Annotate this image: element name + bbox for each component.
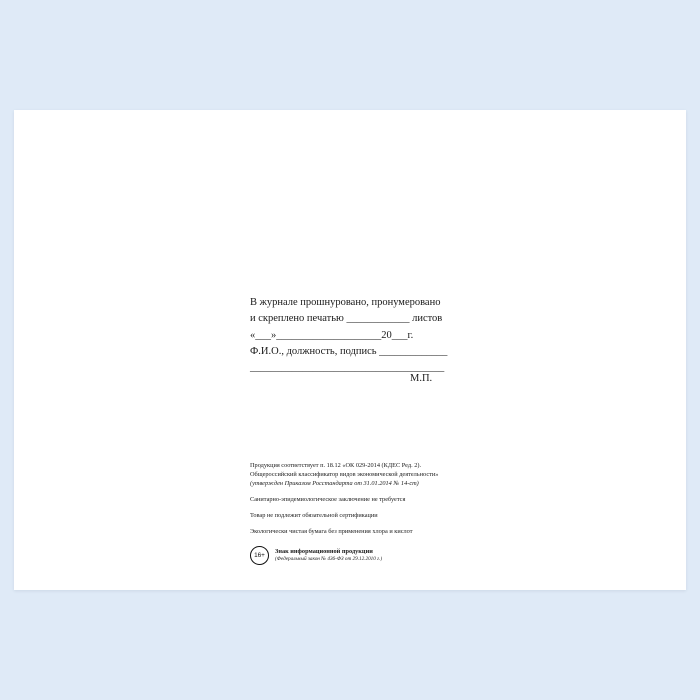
certification-line-4: Ф.И.О., должность, подпись _____________ xyxy=(250,345,448,357)
certification-line-1: В журнале прошнуровано, пронумеровано xyxy=(250,297,441,308)
age-rating-badge: 16+ xyxy=(250,546,269,565)
certification-line-2: и скреплено печатью ____________ листов xyxy=(250,313,443,325)
conformity-line-2: Общероссийский классификатор видов экономической деятельности» xyxy=(250,470,439,478)
certification-notice: Товар не подлежит обязательной сертификации xyxy=(250,511,378,519)
legal-notice-block xyxy=(250,462,650,565)
sanitary-notice: Санитарно-эпидемиологическое заключение не требуется xyxy=(250,495,406,503)
ecology-notice: Экологически чистая бумага без применения хлора и кислот xyxy=(250,527,413,535)
information-mark-row xyxy=(250,546,650,565)
information-mark-text xyxy=(275,548,382,563)
certification-line-5: _____________________________________ xyxy=(250,362,445,374)
conformity-line-3 xyxy=(250,480,650,489)
information-mark-subtitle: (Федеральный закон № 436-ФЗ от 29.12.2010 г.) xyxy=(275,555,383,562)
conformity-line-3-text: (утвержден Приказом Росстандарта от 31.01.2014 № 14-ст) xyxy=(250,479,419,487)
certification-line-3: «___»____________________20___г. xyxy=(250,329,414,341)
seal-place-label: М.П. xyxy=(410,373,433,384)
information-mark-title: Знак информационной продукции xyxy=(275,547,373,555)
document-page xyxy=(14,110,686,590)
conformity-line-1: Продукция соответствует п. 18.12 «ОК 029-2014 (КДЕС Ред. 2). xyxy=(250,462,422,469)
certification-block xyxy=(250,295,580,376)
